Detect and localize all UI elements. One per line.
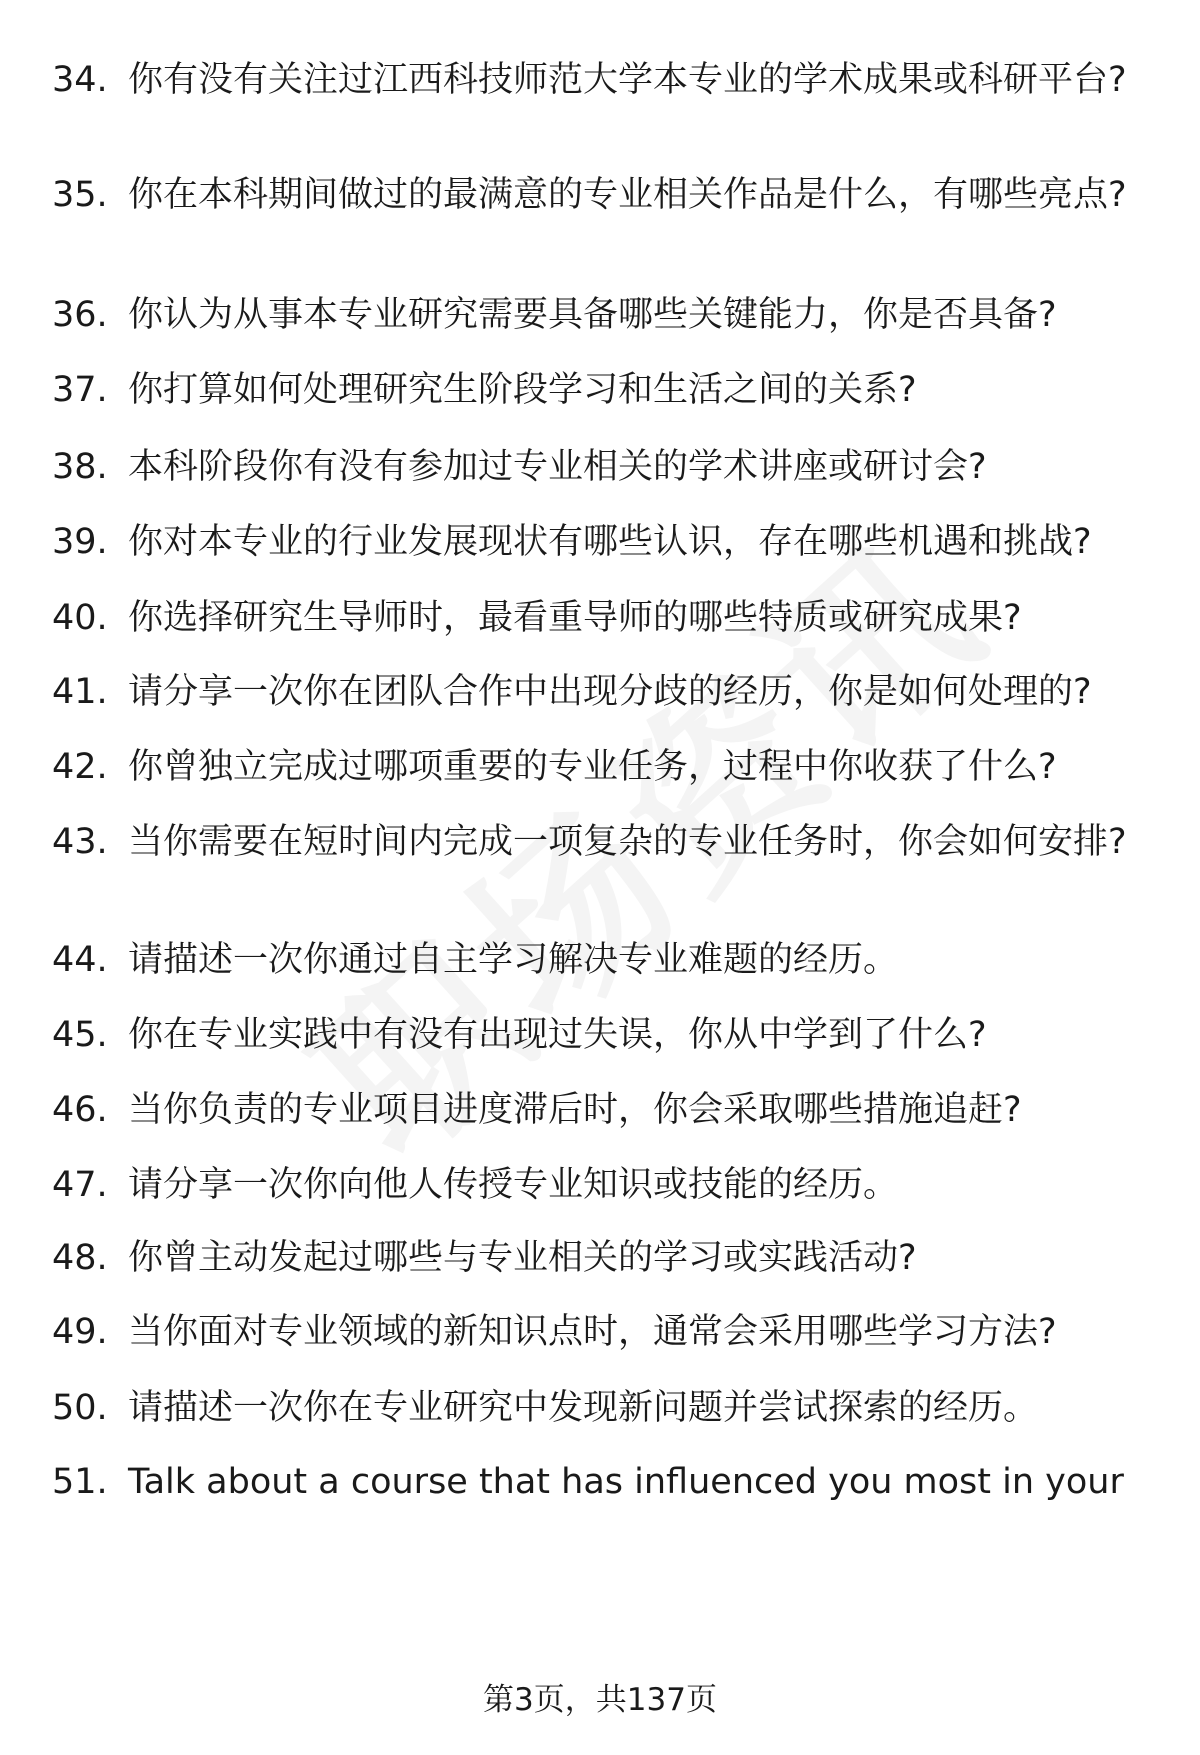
question-text: 你对本专业的行业发展现状有哪些认识，存在哪些机遇和挑战?	[128, 522, 1092, 562]
question-text: 你有没有关注过江西科技师范大学本专业的学术成果或科研平台?	[128, 60, 1127, 100]
question-number: 47.	[52, 1165, 108, 1205]
question-text: 请分享一次你向他人传授专业知识或技能的经历。	[128, 1165, 899, 1205]
question-text: 你在专业实践中有没有出现过失误，你从中学到了什么?	[128, 1015, 987, 1055]
question-text: 当你面对专业领域的新知识点时，通常会采用哪些学习方法?	[128, 1312, 1057, 1352]
question-text: 请描述一次你在专业研究中发现新问题并尝试探索的经历。	[128, 1388, 1039, 1428]
question-text: 你选择研究生导师时，最看重导师的哪些特质或研究成果?	[128, 598, 1022, 638]
question-number: 48.	[52, 1238, 108, 1278]
question-number: 39.	[52, 522, 108, 562]
question-text: 当你负责的专业项目进度滞后时，你会采取哪些措施追赶?	[128, 1090, 1022, 1130]
question-number: 37.	[52, 370, 108, 410]
question-number: 42.	[52, 747, 108, 787]
page-footer: 第3页，共137页	[483, 1682, 717, 1718]
question-text: 你打算如何处理研究生阶段学习和生活之间的关系?	[128, 370, 917, 410]
question-number: 34.	[52, 60, 108, 100]
question-number: 38.	[52, 447, 108, 487]
question-text: 你曾独立完成过哪项重要的专业任务，过程中你收获了什么?	[128, 747, 1057, 787]
question-text: 请描述一次你通过自主学习解决专业难题的经历。	[128, 940, 899, 980]
question-number: 44.	[52, 940, 108, 980]
question-text: 请分享一次你在团队合作中出现分歧的经历，你是如何处理的?	[128, 672, 1092, 712]
question-text: 你认为从事本专业研究需要具备哪些关键能力，你是否具备?	[128, 295, 1057, 335]
question-text: 你曾主动发起过哪些与专业相关的学习或实践活动?	[128, 1238, 917, 1278]
question-text: Talk about a course that has influenced you most in your	[128, 1462, 1124, 1502]
question-number: 51.	[52, 1462, 108, 1502]
question-text: 本科阶段你有没有参加过专业相关的学术讲座或研讨会?	[128, 447, 987, 487]
question-number: 36.	[52, 295, 108, 335]
question-number: 43.	[52, 822, 108, 862]
question-number: 41.	[52, 672, 108, 712]
question-number: 45.	[52, 1015, 108, 1055]
question-number: 35.	[52, 175, 108, 215]
question-number: 50.	[52, 1388, 108, 1428]
question-text: 当你需要在短时间内完成一项复杂的专业任务时，你会如何安排?	[128, 822, 1127, 862]
question-number: 40.	[52, 598, 108, 638]
question-text: 你在本科期间做过的最满意的专业相关作品是什么，有哪些亮点?	[128, 175, 1127, 215]
question-number: 49.	[52, 1312, 108, 1352]
question-number: 46.	[52, 1090, 108, 1130]
